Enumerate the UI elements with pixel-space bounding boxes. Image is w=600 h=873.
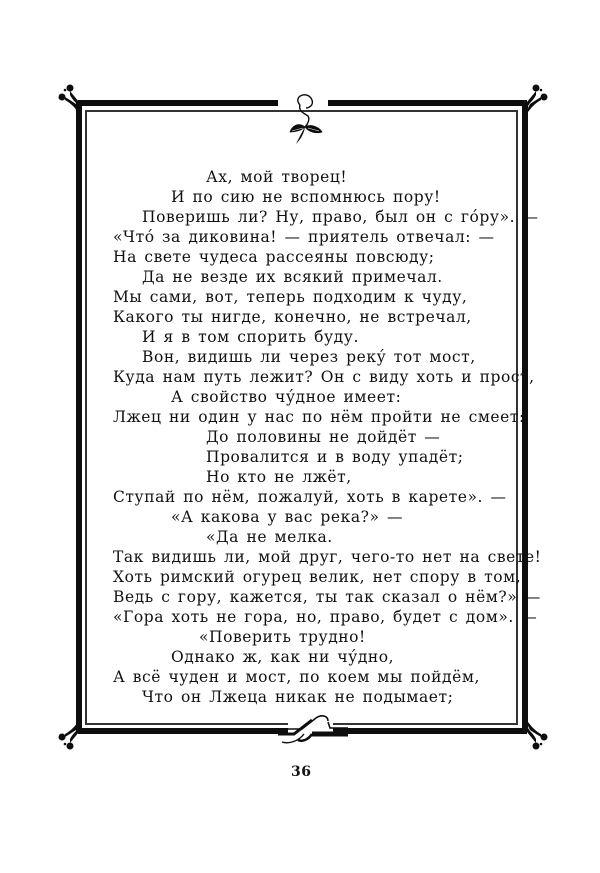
- verse-line: Но кто не лжёт,: [206, 468, 352, 486]
- verse-line: Вон, видишь ли через реку́ тот мост,: [142, 348, 476, 366]
- verse-line: Какого ты нигде, конечно, не встречал,: [113, 308, 472, 326]
- verse-line: Так видишь ли, мой друг, чего-то нет на свете!: [113, 548, 542, 566]
- verse-line: И по сию не вспомнюсь пору!: [171, 188, 441, 206]
- verse-line: «А какова у вас река?» —: [171, 508, 404, 526]
- verse-line: «Да не мелка.: [206, 528, 333, 546]
- verse-line: Хоть римский огурец велик, нет спору в том,: [113, 568, 522, 586]
- verse-line: Ступай по нём, пожалуй, хоть в карете». —: [113, 488, 507, 506]
- verse-line: Куда нам путь лежит? Он с виду хоть и прост,: [113, 368, 535, 386]
- verse-line: Провалится и в воду упадёт;: [206, 448, 464, 466]
- verse-line: Поверишь ли? Ну, право, был он с го́ру». —: [142, 208, 539, 226]
- verse-line: А всё чуден и мост, по коем мы пойдём,: [113, 668, 480, 686]
- verse-line: Мы сами, вот, теперь подходим к чуду,: [113, 288, 468, 306]
- verse-line: А свойство чу́дное имеет:: [171, 388, 402, 406]
- verse-line: На свете чудеса рассеяны повсюду;: [113, 248, 435, 266]
- page-number: 36: [291, 764, 312, 780]
- verse-line: И я в том спорить буду.: [142, 328, 359, 346]
- verse-line: Однако ж, как ни чу́дно,: [171, 648, 395, 666]
- verse-line: Да не везде их всякий примечал.: [142, 268, 443, 286]
- verse-line: Ах, мой творец!: [206, 168, 348, 186]
- verse-line: До половины не дойдёт —: [206, 428, 441, 446]
- verse-line: Что он Лжеца никак не подымает;: [142, 688, 454, 706]
- verse-line: Лжец ни один у нас по нём пройти не смеет:: [113, 408, 525, 426]
- verse-line: «Поверить трудно!: [199, 628, 366, 646]
- verse-line: «Что́ за диковина! — приятель отвечал: —: [113, 228, 495, 246]
- verse-line: Ведь с гору, кажется, ты так сказал о нём?» —: [113, 588, 541, 606]
- verse-line: «Гора хоть не гора, но, право, будет с дом». —: [113, 608, 538, 626]
